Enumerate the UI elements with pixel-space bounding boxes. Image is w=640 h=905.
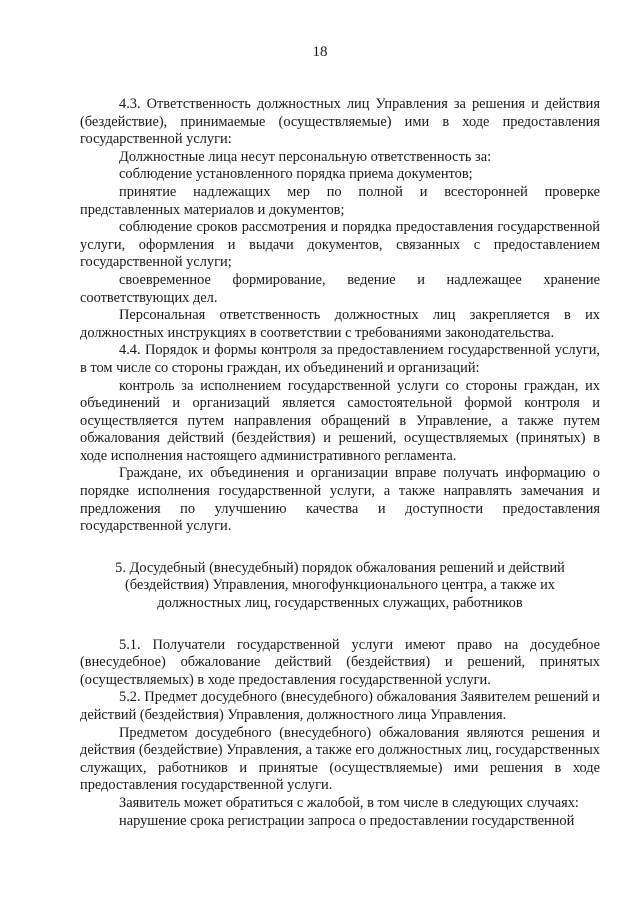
paragraph: 5.1. Получатели государственной услуги имеют право на досудебное (внесудебное) обжалование действий (бездействия) и решений, принятых (осуществляемых) в ходе предоставления государственной услуги.: [80, 636, 600, 688]
paragraph: 4.3. Ответственность должностных лиц Управления за решения и действия (бездействие), принимаемые (осуществляемые) ими в ходе предоставления государственной услуги:: [80, 96, 600, 148]
paragraph: соблюдение установленного порядка приема документов;: [119, 166, 473, 183]
paragraph: Граждане, их объединения и организации вправе получать информацию о порядке исполнения государственной услуги, а также направлять замечания и предложения по улучшению качества и доступности предоставления государственной услуги.: [80, 465, 600, 535]
page-number: 18: [312, 44, 328, 60]
document-body: [80, 96, 600, 830]
section-heading-line: должностных лиц, государственных служащих, работников: [157, 595, 523, 612]
paragraph: Персональная ответственность должностных лиц закрепляется в их должностных инструкциях в соответствии с требованиями законодательства.: [80, 307, 600, 341]
paragraph: 4.4. Порядок и формы контроля за предоставлением государственной услуги, в том числе со стороны граждан, их объединений и организаций:: [80, 342, 600, 376]
paragraph: контроль за исполнением государственной услуги со стороны граждан, их объединений и организаций является самостоятельной формой контроля и осуществляется путем направления обращений в Управление, а также путем обжалования действий (бездействия) и решений, осуществляемых (принятых) в ходе исполнения настоящего административного регламента.: [80, 377, 600, 464]
paragraph: соблюдение сроков рассмотрения и порядка предоставления государственной услуги, оформления и выдачи документов, связанных с предоставлением государственной услуги;: [80, 219, 600, 271]
section-heading-line: (бездействия) Управления, многофункционального центра, а также их: [125, 577, 555, 594]
paragraph: Заявитель может обратиться с жалобой, в том числе в следующих случаях:: [119, 794, 579, 811]
paragraph: 5.2. Предмет досудебного (внесудебного) обжалования Заявителем решений и действий (бездействия) Управления, должностного лица Управления.: [80, 689, 600, 723]
paragraph: Предметом досудебного (внесудебного) обжалования являются решения и действия (бездействие) Управления, а также его должностных лиц, государственных служащих, работников и принятые (осуществляемые) ими решения в ходе предоставления государственной услуги.: [80, 724, 600, 794]
paragraph: своевременное формирование, ведение и надлежащее хранение соответствующих дел.: [80, 271, 600, 306]
section-heading: [80, 560, 600, 613]
section-heading-line: 5. Досудебный (внесудебный) порядок обжалования решений и действий: [115, 559, 565, 576]
paragraph: принятие надлежащих мер по полной и всесторонней проверке представленных материалов и документов;: [80, 183, 600, 218]
paragraph: нарушение срока регистрации запроса о предоставлении государственной: [119, 812, 575, 829]
paragraph: Должностные лица несут персональную ответственность за:: [119, 148, 492, 165]
